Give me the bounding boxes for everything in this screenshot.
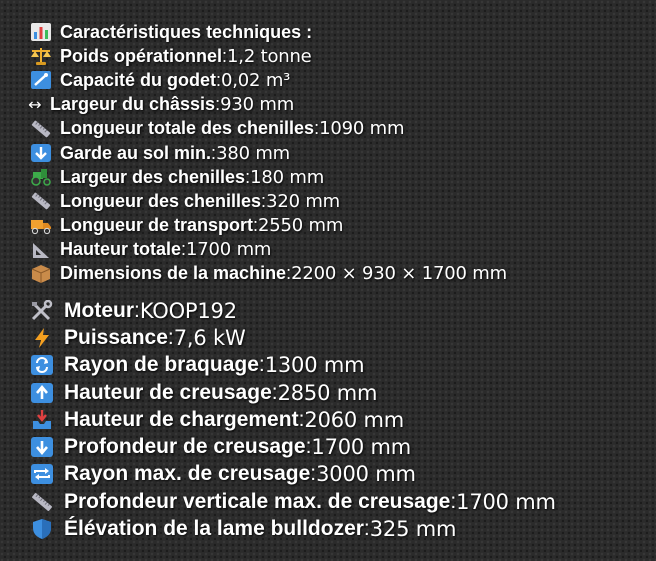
spec-value: 930 mm	[220, 94, 295, 116]
left-right-arrow-icon: ↔	[28, 95, 42, 115]
spec-row	[30, 238, 650, 262]
spec-row	[30, 352, 650, 379]
spec-label: Hauteur totale	[60, 239, 182, 260]
spec-label: Puissance	[64, 325, 168, 349]
spec-label: Élévation de la lame bulldozer	[64, 517, 364, 541]
spec-row	[30, 68, 650, 92]
spec-value: 1700 mm	[456, 489, 556, 514]
spec-row	[30, 141, 650, 165]
spec-label: Longueur totale des chenilles	[60, 118, 315, 139]
repeat-arrows-icon	[30, 463, 54, 485]
spec-value: 1090 mm	[319, 118, 405, 140]
spec-label: Dimensions de la machine	[60, 263, 287, 284]
spec-separator: :	[286, 263, 292, 284]
spec-separator: :	[216, 69, 222, 90]
package-icon	[30, 264, 52, 284]
lightning-icon	[30, 327, 54, 349]
bucket-icon	[30, 70, 52, 90]
spec-label: Rayon max. de creusage	[64, 462, 311, 486]
down-arrow-icon	[30, 143, 52, 163]
spec-label: Hauteur de chargement	[64, 407, 299, 431]
spec-label: Largeur du châssis	[50, 94, 216, 115]
spec-value: 325 mm	[369, 517, 457, 542]
spec-row	[30, 297, 650, 324]
spec-separator: :	[310, 462, 317, 486]
spec-separator: :	[450, 489, 457, 513]
spec-value: 320 mm	[266, 190, 341, 212]
spec-value: 2200 × 930 × 1700 mm	[291, 263, 507, 285]
spec-separator: :	[305, 435, 312, 459]
spec-value: KOOP192	[139, 298, 237, 323]
spec-row	[30, 324, 650, 351]
spec-value: 1,2 tonne	[227, 45, 312, 67]
general-specs-section	[30, 20, 650, 286]
spec-value: 2550 mm	[258, 215, 344, 237]
page-title: Caractéristiques techniques :	[60, 21, 313, 42]
spec-row	[30, 488, 650, 515]
spec-separator: :	[167, 325, 174, 349]
spec-value: 180 mm	[250, 166, 325, 188]
inbox-tray-icon	[30, 409, 54, 431]
spec-label: Capacité du godet	[60, 69, 217, 90]
spec-separator: :	[363, 517, 370, 541]
spec-row	[30, 165, 650, 189]
spec-row	[30, 93, 650, 117]
spec-value: 1300 mm	[264, 353, 365, 378]
spec-separator: :	[271, 380, 278, 404]
spec-row	[30, 461, 650, 488]
spec-label: Profondeur de creusage	[64, 435, 306, 459]
spec-row	[30, 262, 650, 286]
spec-separator: :	[215, 94, 221, 115]
ruler-icon	[30, 119, 52, 139]
rotate-arrows-icon	[30, 354, 54, 376]
down-arrow-icon	[30, 436, 54, 458]
bar-chart-icon	[30, 22, 52, 42]
spec-separator: :	[253, 215, 259, 236]
spec-separator: :	[298, 407, 305, 431]
spec-label: Hauteur de creusage	[64, 380, 272, 404]
spec-row	[30, 214, 650, 238]
spec-label: Garde au sol min.	[60, 142, 212, 163]
spec-separator: :	[258, 353, 265, 377]
spec-separator: :	[211, 142, 217, 163]
spec-separator: :	[314, 118, 320, 139]
spec-label: Moteur	[64, 298, 134, 322]
scales-icon	[30, 46, 52, 66]
spec-separator: :	[245, 166, 251, 187]
spec-label: Longueur des chenilles	[60, 190, 262, 211]
spec-row	[30, 433, 650, 460]
truck-icon	[30, 216, 52, 236]
spec-row	[30, 379, 650, 406]
tractor-icon	[30, 167, 52, 187]
tools-icon	[30, 300, 54, 322]
header-row	[30, 20, 650, 44]
ruler-icon	[30, 191, 52, 211]
shield-icon	[30, 518, 54, 540]
spec-row	[30, 406, 650, 433]
spec-separator: :	[261, 190, 267, 211]
spec-label: Poids opérationnel	[60, 45, 223, 66]
spec-value: 1700 mm	[311, 435, 412, 460]
spec-value: 2850 mm	[277, 380, 378, 405]
spec-value: 3000 mm	[316, 462, 416, 487]
spec-separator: :	[134, 298, 140, 322]
spec-row	[30, 515, 650, 542]
spec-value: 0,02 m³	[221, 69, 291, 91]
spec-separator: :	[222, 45, 228, 66]
performance-specs-section	[30, 297, 650, 543]
spec-row	[30, 189, 650, 213]
spec-value: 7,6 kW	[173, 325, 246, 350]
spec-row	[30, 44, 650, 68]
spec-label: Largeur des chenilles	[60, 166, 246, 187]
spec-value: 1700 mm	[186, 239, 272, 261]
up-arrow-icon	[30, 382, 54, 404]
spec-label: Profondeur verticale max. de creusage	[64, 489, 451, 513]
spec-value: 380 mm	[216, 142, 291, 164]
spec-label: Rayon de braquage	[64, 353, 259, 377]
spec-row	[30, 117, 650, 141]
spec-value: 2060 mm	[304, 407, 405, 432]
spec-label: Longueur de transport	[60, 215, 253, 236]
ruler-icon	[30, 491, 54, 513]
spec-separator: :	[181, 239, 187, 260]
triangle-ruler-icon	[30, 240, 52, 260]
